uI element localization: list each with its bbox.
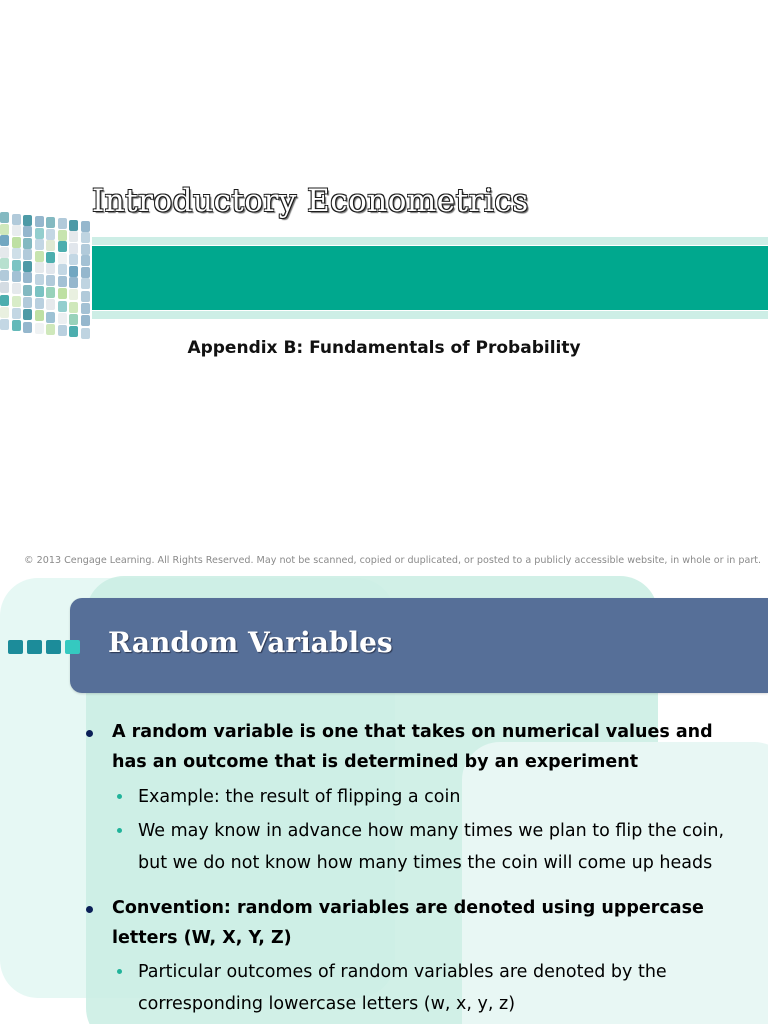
bullet-item: Convention: random variables are denoted using uppercase letters (W, X, Y, Z) (112, 898, 704, 948)
mosaic-tile (0, 258, 9, 269)
mosaic-tile (35, 298, 44, 309)
mosaic-tile (46, 217, 55, 228)
green-band (92, 246, 768, 310)
mosaic-tile (69, 266, 78, 277)
mosaic-tile (81, 315, 90, 326)
bullet-item: A random variable is one that takes on numerical values and has an outcome that is determined by an experiment (112, 722, 713, 772)
sub-bullet-icon (117, 794, 122, 799)
mosaic-tile (69, 314, 78, 325)
mosaic-tile (23, 226, 32, 237)
mosaic-tile (23, 249, 32, 260)
mosaic-tile (46, 312, 55, 323)
mosaic-tile (69, 302, 78, 313)
mosaic-tile (69, 277, 78, 288)
mosaic-tile (35, 310, 44, 321)
mosaic-tile (81, 303, 90, 314)
mosaic-tile (58, 253, 67, 264)
mosaic-tile (23, 272, 32, 283)
mosaic-tile (69, 326, 78, 337)
mosaic-tile (69, 254, 78, 265)
bullet-icon (86, 730, 93, 737)
mosaic-tile (81, 267, 90, 278)
mosaic-tile (58, 288, 67, 299)
mosaic-tile (12, 271, 21, 282)
mosaic-tile (23, 309, 32, 320)
mosaic-tile (0, 319, 9, 330)
mosaic-tile (12, 283, 21, 294)
mosaic-tile (81, 244, 90, 255)
mosaic-tile (58, 264, 67, 275)
mosaic-decoration (0, 212, 96, 344)
mosaic-tile (46, 263, 55, 274)
mosaic-tile (46, 299, 55, 310)
mosaic-tile (12, 225, 21, 236)
mosaic-tile (58, 218, 67, 229)
mosaic-tile (35, 216, 44, 227)
sub-bullet-icon (117, 828, 122, 833)
mosaic-tile (69, 243, 78, 254)
mosaic-tile (0, 307, 9, 318)
sub-bullet-item: We may know in advance how many times we plan to flip the coin, but we do not know how many times the coin will come up heads (138, 821, 725, 873)
mosaic-tile (58, 230, 67, 241)
mosaic-tile (81, 278, 90, 289)
sub-bullet-item: Particular outcomes of random variables are denoted by the corresponding lowercase letters (w, x, y, z) (138, 962, 667, 1014)
mosaic-tile (0, 212, 9, 223)
mosaic-tile (35, 274, 44, 285)
mosaic-tile (12, 296, 21, 307)
sub-bullet-item: Example: the result of flipping a coin (138, 787, 461, 807)
mosaic-tile (81, 255, 90, 266)
slide-subtitle: Appendix B: Fundamentals of Probability (187, 338, 581, 358)
mosaic-tile (46, 240, 55, 251)
mosaic-tile (81, 328, 90, 339)
mosaic-tile (81, 291, 90, 302)
mosaic-tile (81, 221, 90, 232)
mosaic-tile (0, 235, 9, 246)
mosaic-tile (12, 237, 21, 248)
mosaic-tile (58, 241, 67, 252)
mosaic-tile (46, 229, 55, 240)
mosaic-tile (69, 220, 78, 231)
slide-title: Introductory Econometrics (92, 183, 529, 219)
mosaic-tile (12, 260, 21, 271)
mosaic-tile (46, 252, 55, 263)
copyright-notice: © 2013 Cengage Learning. All Rights Reserved. May not be scanned, copied or duplicated, or posted to a publicly accessible website, in whole or in part. (24, 555, 762, 566)
mosaic-tile (35, 251, 44, 262)
mosaic-tile (23, 261, 32, 272)
mosaic-tile (23, 285, 32, 296)
mosaic-tile (23, 297, 32, 308)
mosaic-tile (46, 324, 55, 335)
mosaic-tile (46, 287, 55, 298)
bullet-icon (86, 906, 93, 913)
mosaic-tile (0, 224, 9, 235)
mosaic-tile (0, 270, 9, 281)
mosaic-tile (35, 228, 44, 239)
mosaic-tile (0, 247, 9, 258)
mosaic-tile (12, 214, 21, 225)
mosaic-tile (35, 323, 44, 334)
mosaic-tile (23, 238, 32, 249)
content-slide (0, 576, 768, 1024)
mosaic-tile (35, 239, 44, 250)
band-light-bottom (92, 311, 768, 319)
mosaic-tile (12, 248, 21, 259)
mosaic-tile (69, 231, 78, 242)
mosaic-tile (58, 276, 67, 287)
mosaic-tile (12, 308, 21, 319)
bullet-list (0, 576, 768, 1024)
mosaic-tile (69, 289, 78, 300)
slide-title: Random Variables (108, 626, 393, 659)
mosaic-tile (23, 215, 32, 226)
mosaic-tile (81, 232, 90, 243)
mosaic-tile (46, 275, 55, 286)
mosaic-tile (0, 295, 9, 306)
mosaic-tile (0, 282, 9, 293)
mosaic-tile (58, 313, 67, 324)
sub-bullet-icon (117, 969, 122, 974)
mosaic-tile (23, 322, 32, 333)
mosaic-tile (58, 325, 67, 336)
mosaic-tile (12, 320, 21, 331)
mosaic-tile (35, 262, 44, 273)
band-light-top (92, 237, 768, 245)
mosaic-tile (35, 286, 44, 297)
mosaic-tile (58, 301, 67, 312)
